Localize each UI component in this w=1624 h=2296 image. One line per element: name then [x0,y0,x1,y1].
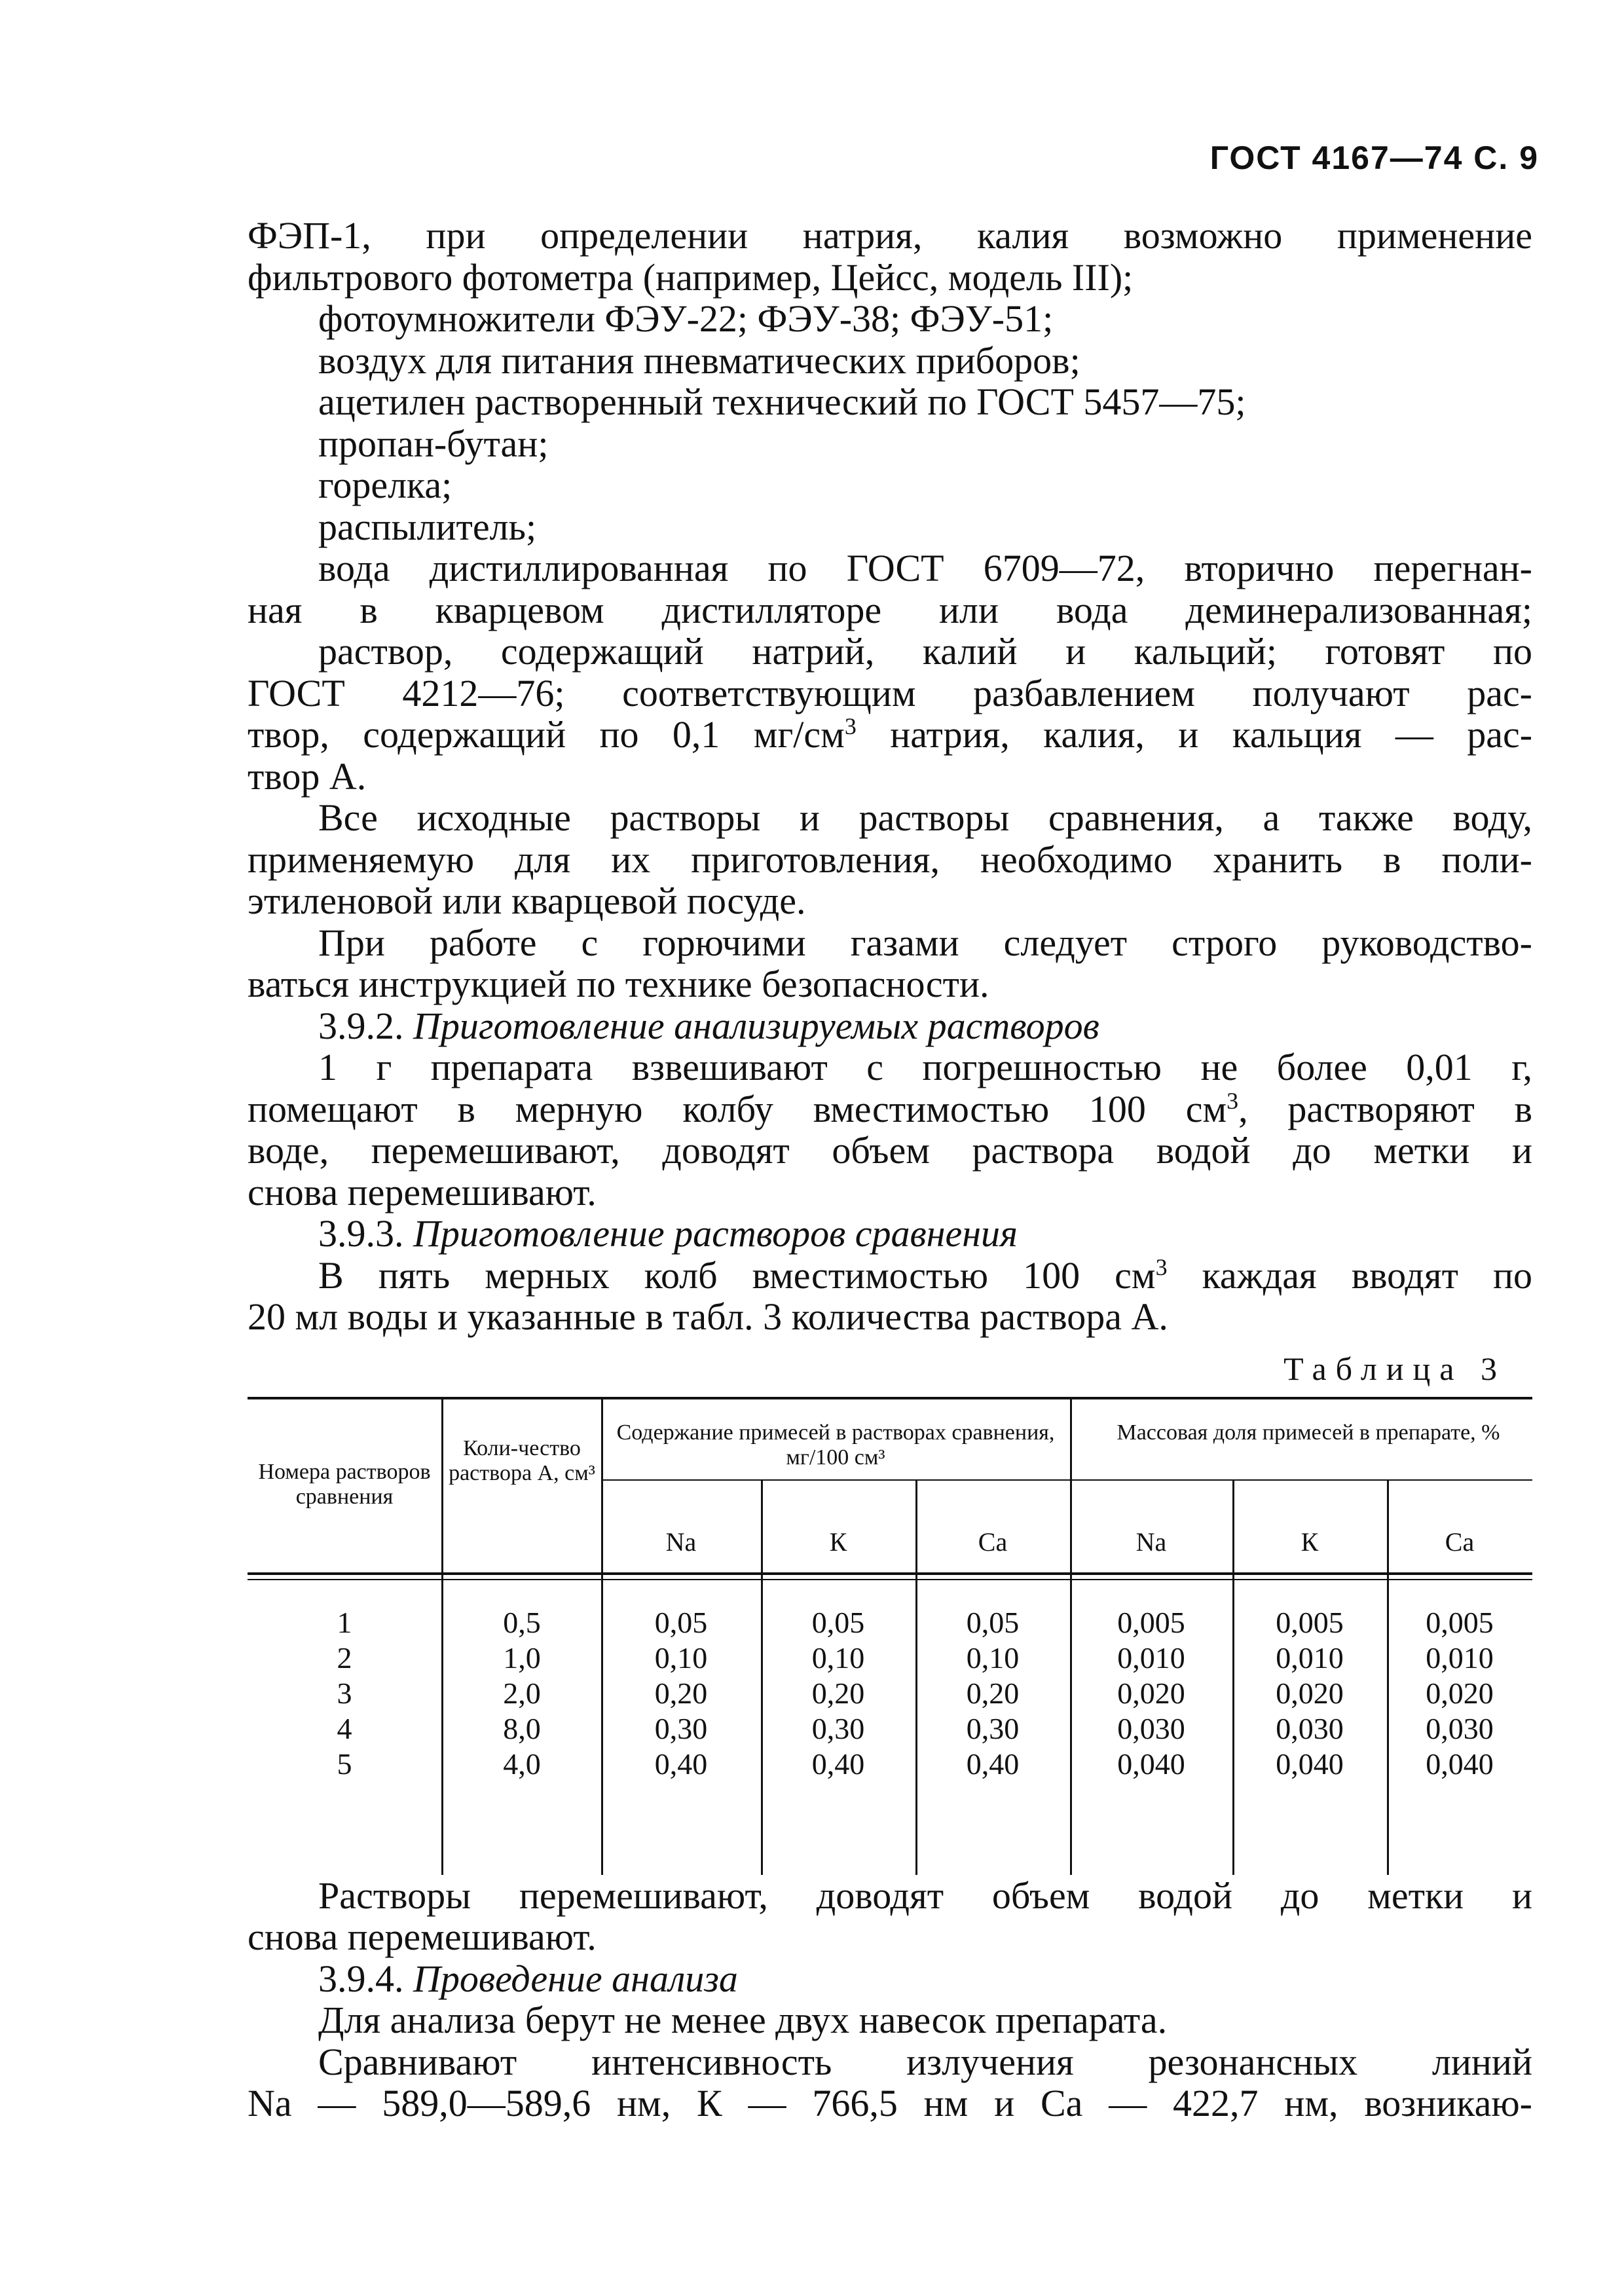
subheader-na: Na [665,1527,697,1557]
section-heading-3-9-2 [248,1005,1532,1047]
table-cell: 8,0 [503,1711,541,1745]
table-cell: 0,30 [966,1711,1020,1745]
paragraph: Na — 589,0—589,6 нм, К — 766,5 нм и Са — 422,7 нм, возникаю- [248,2082,1532,2124]
table-cell: 0,005 [1426,1605,1494,1639]
table-cell: 1,0 [503,1640,541,1675]
subheader-ca: Са [978,1527,1008,1557]
table-cell: 3 [337,1676,352,1710]
table-cell: 0,005 [1117,1605,1185,1639]
table-rule-top [248,1397,1532,1399]
paragraph [248,714,1532,756]
table-cell: 0,030 [1426,1711,1494,1745]
section-title: Проведение анализа [413,1957,738,2000]
superscript: 3 [1155,1253,1168,1280]
section-number: 3.9.2. [318,1004,404,1047]
table-cell: 0,010 [1426,1640,1494,1675]
section-heading-3-9-4 [248,1958,1532,2000]
table-column [1232,1605,1387,1782]
text-run: В пять мерных колб вместимостью 100 см [318,1253,1156,1297]
table-column [601,1605,761,1782]
paragraph: применяемую для их приготовления, необходимо хранить в поли- [248,838,1532,881]
document-body [248,215,1532,2124]
paragraph: Сравнивают интенсивность излучения резонансных линий [318,2040,1532,2083]
table-cell: 0,020 [1276,1676,1344,1710]
section-heading-3-9-3 [248,1213,1532,1255]
table-rule-header-bottom [248,1572,1532,1575]
paragraph: ГОСТ 4212—76; соответствующим разбавлением получают рас- [248,671,1532,714]
table-cell: 0,10 [654,1640,708,1675]
table-cell: 0,40 [654,1747,708,1781]
table-cell: 1 [337,1605,352,1639]
table-cell: 2 [337,1640,352,1675]
table-cell: 4 [337,1711,352,1745]
table-cell: 0,05 [966,1605,1020,1639]
table-cell: 0,05 [654,1605,708,1639]
paragraph [248,1255,1532,1297]
table-cell: 0,040 [1117,1747,1185,1781]
paragraph: Все исходные растворы и растворы сравнения, а также воду, [318,796,1532,839]
header-mass-fraction: Массовая доля примесей в препарате, % [1116,1420,1500,1445]
table-column [248,1605,441,1782]
table-cell: 5 [337,1747,352,1781]
paragraph: Растворы перемешивают, доводят объем водой до метки и [318,1874,1532,1917]
paragraph: вода дистиллированная по ГОСТ 6709—72, вторично перегнан- [318,547,1532,589]
paragraph: 20 мл воды и указанные в табл. 3 количества раствора А. [248,1295,1168,1338]
table-cell: 0,005 [1276,1605,1344,1639]
paragraph: распылитель; [318,505,537,548]
text-run: помещают в мерную колбу вместимостью 100 см [248,1087,1227,1130]
table-cell: 0,20 [966,1676,1020,1710]
table-cell: 0,040 [1426,1747,1494,1781]
superscript: 3 [1227,1087,1239,1114]
section-number: 3.9.4. [318,1957,404,2000]
paragraph: ФЭП-1, при определении натрия, калия возможно применение [248,214,1532,257]
paragraph: горелка; [318,464,452,506]
paragraph: снова перемешивают. [248,1170,597,1213]
section-title: Приготовление растворов сравнения [413,1212,1018,1255]
paragraph: При работе с горючими газами следует строго руководство- [318,921,1532,964]
table-cell: 0,20 [811,1676,865,1710]
text-run: , растворяют в [1238,1087,1532,1130]
table-cell: 0,30 [654,1711,708,1745]
superscript: 3 [844,713,857,740]
table-cell: 0,10 [966,1640,1020,1675]
paragraph [248,1088,1532,1130]
table-column [1070,1605,1232,1782]
section-number: 3.9.3. [318,1212,404,1255]
subheader-k: К [1301,1527,1319,1557]
section-title: Приготовление анализируемых растворов [413,1004,1099,1047]
subheader-ca: Са [1445,1527,1475,1557]
header-content: Содержание примесей в растворах сравнения, мг/100 см³ [616,1420,1055,1470]
table-cell: 0,40 [811,1747,865,1781]
text-run: натрия, калия, и кальция — рас- [856,713,1533,756]
subheader-k: К [829,1527,847,1557]
table-rule-header-bottom-2 [248,1579,1532,1580]
table-cell: 0,030 [1276,1711,1344,1745]
table-cell: 0,030 [1117,1711,1185,1745]
paragraph: фильтрового фотометра (например, Цейсс, модель III); [248,255,1134,299]
paragraph: воздух для питания пневматических приборов; [318,339,1080,382]
table-3 [248,1397,1532,1875]
paragraph: твор А. [248,754,367,798]
table-cell: 0,40 [966,1747,1020,1781]
table-column [761,1605,915,1782]
paragraph: Для анализа берут не менее двух навесок препарата. [318,1999,1168,2041]
paragraph: пропан-бутан; [318,422,549,465]
table-cell: 0,5 [503,1605,541,1639]
paragraph: ная в кварцевом дистилляторе или вода деминерализованная; [248,588,1532,631]
table-cell: 4,0 [503,1747,541,1781]
table-column [1387,1605,1532,1782]
text-run: каждая вводят по [1167,1253,1532,1297]
table-column [915,1605,1070,1782]
table-column [443,1605,601,1782]
table-cell: 0,020 [1426,1676,1494,1710]
table-cell: 0,05 [811,1605,865,1639]
page-header: ГОСТ 4167—74 С. 9 [1209,139,1539,176]
table-cell: 0,040 [1276,1747,1344,1781]
table-cell: 0,010 [1117,1640,1185,1675]
table-cell: 0,30 [811,1711,865,1745]
paragraph: раствор, содержащий натрий, калий и кальций; готовят по [318,630,1532,673]
paragraph: ацетилен растворенный технический по ГОСТ 5457—75; [318,380,1246,423]
paragraph: воде, перемешивают, доводят объем раствора водой до метки и [248,1129,1532,1172]
table-rule-header-split [601,1479,1532,1481]
paragraph: ваться инструкцией по технике безопасности. [248,963,989,1005]
table-caption: Таблица 3 [1283,1350,1506,1387]
text-run: твор, содержащий по 0,1 мг/см [248,713,845,756]
subheader-na: Na [1135,1527,1167,1557]
paragraph: фотоумножители ФЭУ-22; ФЭУ-38; ФЭУ-51; [318,297,1054,340]
table-cell: 0,010 [1276,1640,1344,1675]
paragraph: снова перемешивают. [248,1916,597,1958]
table-cell: 0,20 [654,1676,708,1710]
table-cell: 0,020 [1117,1676,1185,1710]
header-quantity: Коли-чество раствора А, см³ [449,1435,595,1485]
paragraph: 1 г препарата взвешивают с погрешностью не более 0,01 г, [318,1046,1532,1088]
paragraph: этиленовой или кварцевой посуде. [248,880,806,922]
header-row-numbers: Номера растворов сравнения [258,1459,431,1509]
table-cell: 2,0 [503,1676,541,1710]
table-cell: 0,10 [811,1640,865,1675]
